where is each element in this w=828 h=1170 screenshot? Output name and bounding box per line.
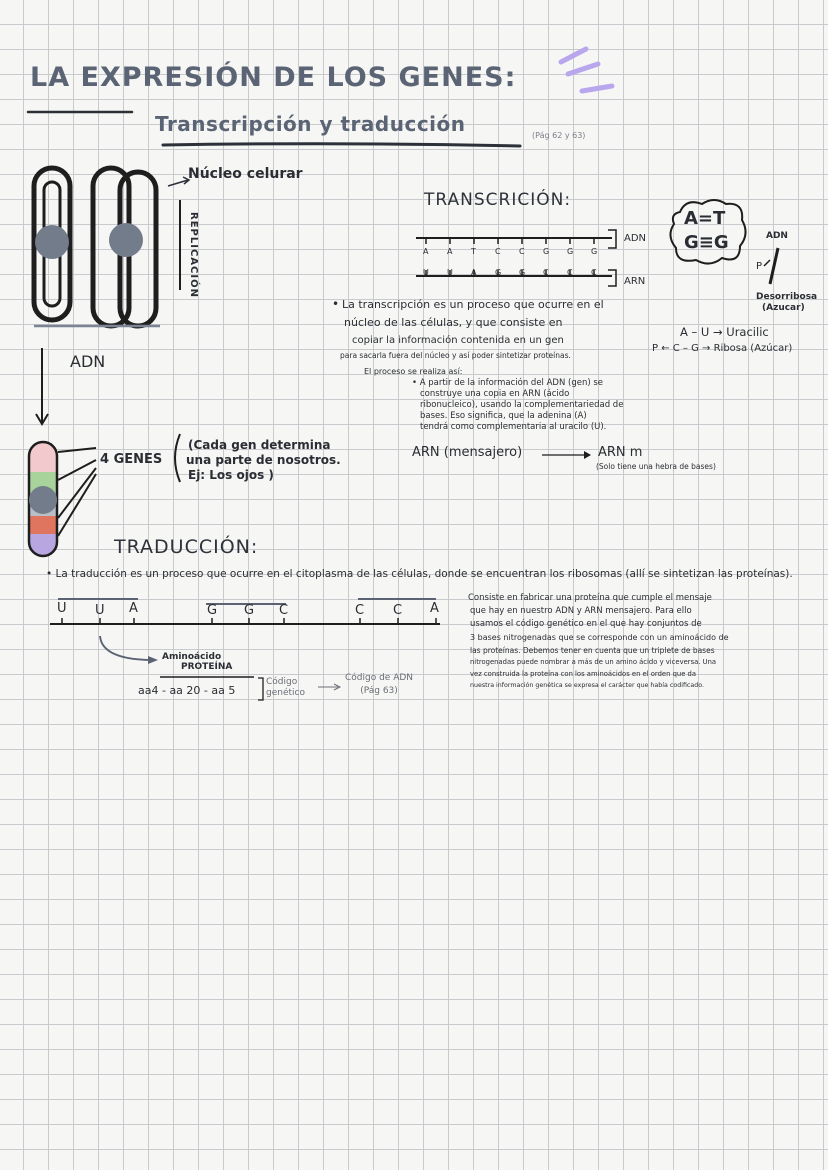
adn-base: C (495, 247, 501, 256)
traduccion-para-2: que hay en nuestro ADN y ARN mensajero. Para ello (470, 606, 692, 616)
arn-base: A (471, 268, 477, 277)
codon-base: G (207, 603, 218, 618)
pairing-gc: G≡G (684, 232, 729, 253)
sugar-label-1: Desorribosa (756, 292, 818, 302)
arn-arrow (540, 448, 596, 462)
traduccion-para-5: las proteínas. Debemos tener en cuenta que un triplete de bases (470, 646, 715, 655)
traduccion-para-4: 3 bases nitrogenadas que se corresponde con un aminoácido de (470, 633, 729, 642)
phosphate-label: P (756, 261, 763, 272)
gene-chromosome (24, 436, 104, 562)
arn-base: G (519, 268, 526, 277)
transcripcion-para-4: para sacarla fuera del núcleo y así poder sintetizar proteínas. (340, 351, 571, 360)
proteina-label: PROTEÍNA (181, 662, 233, 672)
arn-base: U (423, 268, 429, 277)
traduccion-title: TRADUCCIÓN: (114, 536, 259, 558)
aa-sequence: aa4 - aa 20 - aa 5 (138, 684, 236, 697)
sugar-label-2: (Azucar) (762, 303, 805, 313)
codon-base: A (430, 601, 439, 616)
title-underline (26, 108, 136, 116)
page-reference: (Pág 62 y 63) (532, 131, 586, 140)
highlighter-marks (556, 44, 616, 100)
molecule-adn-label: ADN (766, 231, 788, 241)
adn-base: T (471, 247, 476, 256)
proceso-bullet-4: bases. Eso significa, que la adenina (A) (420, 411, 587, 421)
subtitle-underline (160, 140, 525, 150)
adn-label: ADN (70, 352, 106, 371)
transcripcion-para-1: La transcripción es un proceso que ocurre en el (342, 298, 604, 311)
gene-note-2: una parte de nosotros. (186, 453, 341, 467)
page-title: LA EXPRESIÓN DE LOS GENES: (30, 62, 517, 93)
arn-mensajero-label: ARN (mensajero) (412, 445, 523, 460)
arn-m-label: ARN m (598, 445, 643, 460)
codigo-genetico: Código genético (266, 677, 305, 698)
arn-base: C (567, 268, 573, 277)
proceso-bullet-5: tendrá como complementaria al uracilo (U). (420, 422, 607, 432)
codon-base: U (95, 603, 105, 618)
adn-base: C (519, 247, 525, 256)
adn-down-arrow (30, 344, 54, 430)
transcripcion-para-2: núcleo de las células, y que consiste en (344, 316, 563, 329)
gene-note-paren (168, 430, 184, 486)
codon-base: G (244, 603, 255, 618)
adn-base: G (543, 247, 550, 256)
arn-base: C (591, 268, 597, 277)
adn-base: A (447, 247, 453, 256)
traduccion-para-6: nitrogenadas puede nombrar a más de un amino ácido y viceversa. Una (470, 658, 717, 666)
gene-note-3: Ej: Los ojos ) (188, 468, 274, 482)
traduccion-para-1: Consiste en fabricar una proteína que cumple el mensaje (468, 593, 712, 603)
codon-base: C (355, 603, 365, 618)
pairing-at: A=T (684, 208, 726, 229)
aa-bracket (256, 676, 266, 702)
codon-base: A (129, 601, 138, 616)
aminoacido-label: Aminoácido (162, 652, 222, 662)
nucleo-label: Núcleo celurar (188, 166, 303, 182)
gene-note-1: (Cada gen determina (188, 438, 331, 452)
traduccion-bullet: • La traducción es un proceso que ocurre en el citoplasma de las células, donde se encuentran los ribosomas (allí se sintetizan las proteínas). (46, 568, 793, 580)
page-subtitle: Transcripción y traducción (155, 112, 466, 136)
rule-cg: P ← C – G → Ribosa (Azúcar) (652, 343, 793, 354)
aa-underline (158, 674, 258, 680)
bullet-dot: • (332, 297, 340, 311)
transcripcion-para-3: copiar la información contenida en un gen (352, 335, 564, 346)
arn-strand-label: ARN (624, 276, 646, 287)
codon-base: U (57, 601, 67, 616)
proceso-label: El proceso se realiza así: (364, 367, 463, 376)
replicacion-label: REPLICACIÓN (188, 212, 199, 298)
traduccion-para-8: nuestra información genética se expresa el carácter que había codificado. (470, 682, 704, 689)
codon-base: C (279, 603, 289, 618)
rule-au: A – U → Uracilic (680, 325, 769, 339)
arn-base: C (543, 268, 549, 277)
proceso-bullet-1: • A partir de la información del ADN (gen) se (412, 378, 604, 388)
genes-label: 4 GENES (100, 452, 163, 467)
adn-base: A (423, 247, 429, 256)
arn-m-note: (Solo tiene una hebra de bases) (596, 462, 716, 471)
codigo-arrow (316, 682, 344, 692)
proceso-bullet-3: ribonucleico), usando la complementariedad de (420, 400, 624, 410)
traduccion-para-7: vez construida la proteína con los aminoácidos en el orden que da (470, 670, 697, 678)
arn-base: U (447, 268, 453, 277)
transcripcion-title: TRANSCRICIÓN: (424, 190, 572, 210)
adn-base: G (591, 247, 598, 256)
adn-strand-label: ADN (624, 233, 647, 244)
codon-base: C (393, 603, 403, 618)
traduccion-para-3: usamos el código genético en el que hay conjuntos de (470, 619, 702, 629)
arn-base: G (495, 268, 502, 277)
adn-base: G (567, 247, 574, 256)
strand-diagram (412, 226, 622, 288)
codigo-adn: Código de ADN (Pág 63) (345, 673, 414, 696)
proceso-bullet-2: construye una copia en ARN (ácido (420, 389, 570, 399)
